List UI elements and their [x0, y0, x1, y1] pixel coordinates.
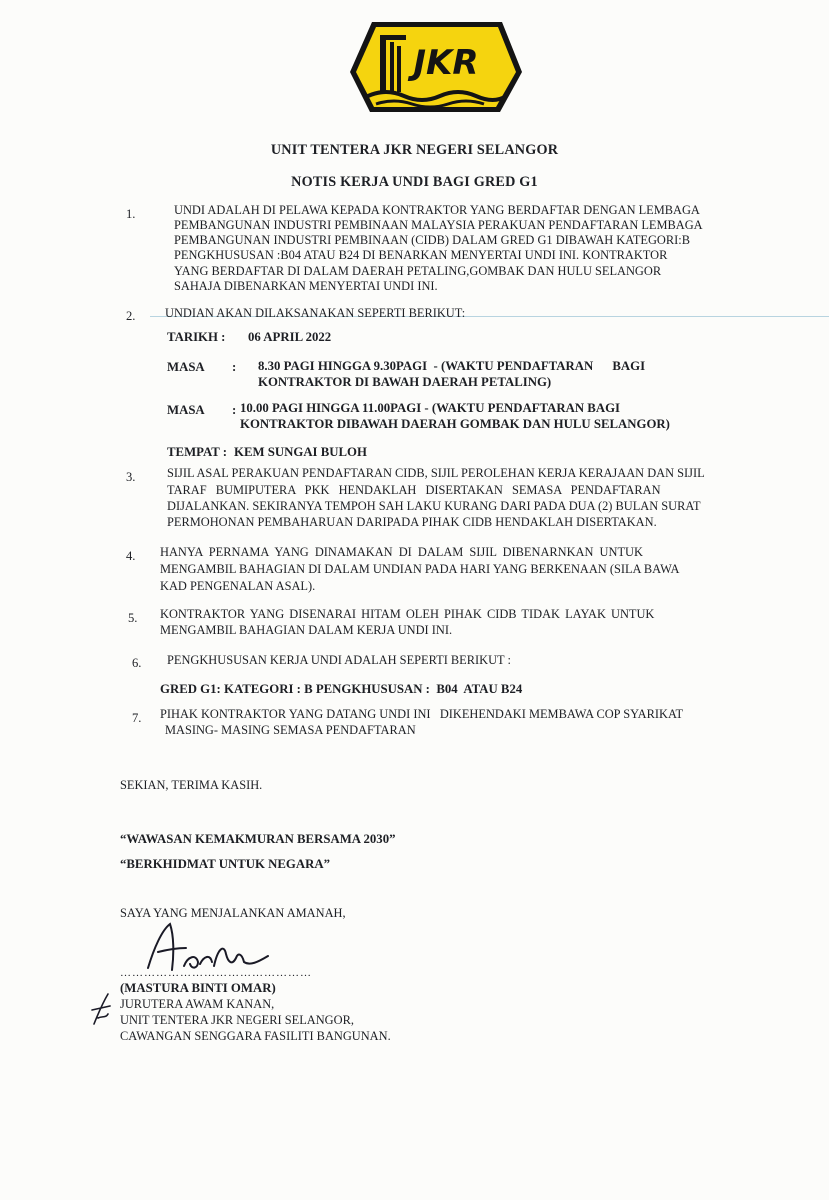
- masa-2-colon: :: [232, 403, 237, 417]
- item-1-line-5: YANG BERDAFTAR DI DALAM DAERAH PETALING,GOMBAK DAN HULU SELANGOR: [174, 264, 662, 278]
- item-4-number: 4.: [126, 549, 136, 563]
- item-1-line-6: SAHAJA DIBENARKAN MENYERTAI UNDI INI.: [174, 279, 438, 293]
- tarikh-value: 06 APRIL 2022: [248, 330, 332, 344]
- item-4-line-3: KAD PENGENALAN ASAL).: [160, 579, 316, 593]
- item-1-line-2: PEMBANGUNAN INDUSTRI PEMBINAAN MALAYSIA PERAKUAN PENDAFTARAN LEMBAGA: [174, 218, 703, 232]
- item-1-line-1: UNDI ADALAH DI PELAWA KEPADA KONTRAKTOR YANG BERDAFTAR DENGAN LEMBAGA: [174, 203, 700, 217]
- item-3-line-1: SIJIL ASAL PERAKUAN PENDAFTARAN CIDB, SIJIL PEROLEHAN KERJA KERAJAAN DAN SIJIL: [167, 466, 705, 480]
- signatory-position: JURUTERA AWAM KANAN,: [120, 997, 275, 1011]
- masa-1-colon: :: [232, 360, 237, 374]
- masa-1-label: MASA: [167, 360, 205, 374]
- masa-2-line-1: 10.00 PAGI HINGGA 11.00PAGI - (WAKTU PENDAFTARAN BAGI: [240, 401, 621, 415]
- masa-1-line-1: 8.30 PAGI HINGGA 9.30PAGI - (WAKTU PENDAFTARAN BAGI: [258, 359, 646, 373]
- signatory-branch: CAWANGAN SENGGARA FASILITI BANGUNAN.: [120, 1029, 391, 1043]
- item-1-line-3: PEMBANGUNAN INDUSTRI PEMBINAAN (CIDB) DALAM GRED G1 DIBAWAH KATEGORI:B: [174, 233, 690, 247]
- item-7-line-2: MASING- MASING SEMASA PENDAFTARAN: [165, 723, 416, 737]
- signature-dots: …………………………………………: [120, 967, 312, 979]
- motto-berkhidmat: “BERKHIDMAT UNTUK NEGARA”: [120, 857, 330, 871]
- item-3-line-2: TARAF BUMIPUTERA PKK HENDAKLAH DISERTAKAN SEMASA PENDAFTARAN: [167, 483, 661, 497]
- closing-thanks: SEKIAN, TERIMA KASIH.: [120, 778, 263, 792]
- item-4-line-1: HANYA PERNAMA YANG DINAMAKAN DI DALAM SIJIL DIBENARNKAN UNTUK: [160, 545, 643, 559]
- signatory-name: (MASTURA BINTI OMAR): [120, 981, 276, 995]
- tarikh-label: TARIKH :: [167, 330, 226, 344]
- item-3-line-4: PERMOHONAN PEMBAHARUAN DARIPADA PIHAK CIDB HENDAKLAH DISERTAKAN.: [167, 515, 657, 529]
- signoff-amanah: SAYA YANG MENJALANKAN AMANAH,: [120, 906, 346, 920]
- item-2-number: 2.: [126, 309, 136, 323]
- motto-wawasan: “WAWASAN KEMAKMURAN BERSAMA 2030”: [120, 832, 396, 846]
- item-3-number: 3.: [126, 470, 136, 484]
- item-6-number: 6.: [132, 656, 142, 670]
- svg-text:JKR: JKR: [413, 43, 479, 83]
- item-1-line-4: PENGKHUSUSAN :B04 ATAU B24 DI BENARKAN MENYERTAI UNDI INI. KONTRAKTOR: [174, 248, 668, 262]
- notice-title: NOTIS KERJA UNDI BAGI GRED G1: [291, 174, 538, 190]
- item-6-intro: PENGKHUSUSAN KERJA UNDI ADALAH SEPERTI BERIKUT :: [167, 653, 511, 667]
- item-7-line-1: PIHAK KONTRAKTOR YANG DATANG UNDI INI DIKEHENDAKI MEMBAWA COP SYARIKAT: [160, 707, 684, 721]
- masa-2-line-2: KONTRAKTOR DIBAWAH DAERAH GOMBAK DAN HULU SELANGOR): [240, 417, 670, 431]
- item-1-number: 1.: [126, 207, 136, 221]
- masa-1-line-2: KONTRAKTOR DI BAWAH DAERAH PETALING): [258, 375, 552, 389]
- unit-heading: UNIT TENTERA JKR NEGERI SELANGOR: [270, 142, 559, 158]
- tempat-label: TEMPAT :: [167, 445, 228, 459]
- initial-mark: [88, 988, 118, 1028]
- item-5-number: 5.: [128, 611, 138, 625]
- item-7-number: 7.: [132, 711, 142, 725]
- signatory-unit: UNIT TENTERA JKR NEGERI SELANGOR,: [120, 1013, 354, 1027]
- item-2-intro: UNDIAN AKAN DILAKSANAKAN SEPERTI BERIKUT:: [165, 306, 466, 320]
- item-5-line-2: MENGAMBIL BAHAGIAN DALAM KERJA UNDI INI.: [160, 623, 453, 637]
- tempat-value: KEM SUNGAI BULOH: [234, 445, 367, 459]
- item-6-detail: GRED G1: KATEGORI : B PENGKHUSUSAN : B04 ATAU B24: [160, 682, 523, 696]
- jkr-logo: [346, 18, 526, 116]
- item-4-line-2: MENGAMBIL BAHAGIAN DI DALAM UNDIAN PADA HARI YANG BERKENAAN (SILA BAWA: [160, 562, 680, 576]
- item-3-line-3: DIJALANKAN. SEKIRANYA TEMPOH SAH LAKU KURANG DARI PADA DUA (2) BULAN SURAT: [167, 499, 701, 513]
- item-5-line-1: KONTRAKTOR YANG DISENARAI HITAM OLEH PIHAK CIDB TIDAK LAYAK UNTUK: [160, 607, 655, 621]
- masa-2-label: MASA: [167, 403, 205, 417]
